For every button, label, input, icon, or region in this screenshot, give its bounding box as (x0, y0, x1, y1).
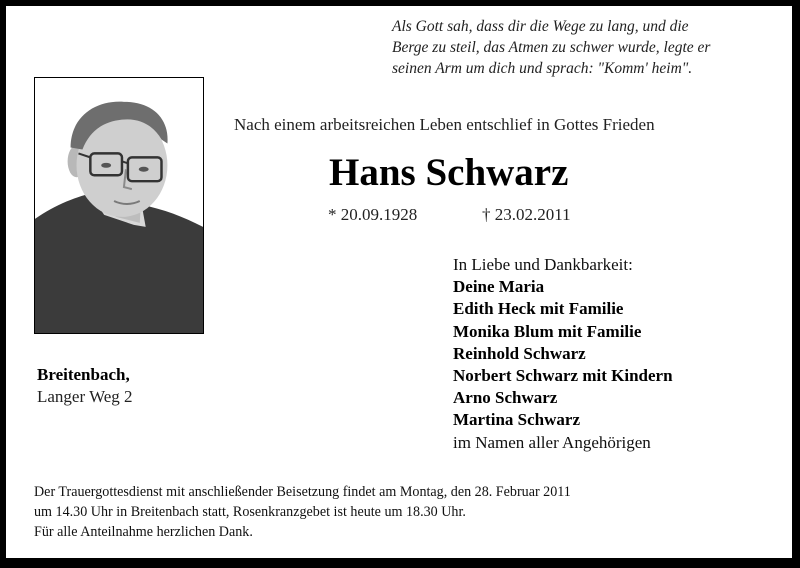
quote-line: Als Gott sah, dass dir die Wege zu lang, und die (392, 18, 689, 35)
footer-line: Der Trauergottesdienst mit anschließender Beisetzung findet am Montag, den 28. Februar 2011 (34, 484, 571, 500)
intro-text: Nach einem arbeitsreichen Leben entschlief in Gottes Frieden (234, 115, 655, 134)
deceased-name: Hans Schwarz (329, 151, 569, 194)
address-street: Langer Weg 2 (37, 387, 133, 406)
quote-line: Berge zu steil, das Atmen zu schwer wurde, legte er (392, 39, 711, 56)
family-address (37, 364, 237, 408)
mourner-name: Martina Schwarz (453, 410, 581, 430)
service-information (34, 482, 730, 542)
death-date: † 23.02.2011 (482, 205, 571, 224)
birth-date: * 20.09.1928 (328, 205, 418, 224)
quote-line: seinen Arm um dich und sprach: "Komm' heim". (392, 60, 693, 77)
mourner-name: Reinhold Schwarz (453, 343, 586, 363)
mourner-name: Norbert Schwarz mit Kindern (453, 366, 673, 386)
mourner-name: Deine Maria (453, 277, 545, 297)
footer-line: um 14.30 Uhr in Breitenbach statt, Rosenkranzgebet ist heute um 18.30 Uhr. (34, 504, 466, 520)
memorial-quote (392, 16, 792, 79)
portrait-image (35, 78, 203, 333)
mourner-name: Arno Schwarz (453, 388, 558, 408)
mourner-name: Monika Blum mit Familie (453, 321, 642, 341)
mourners-closing: im Namen aller Angehörigen (453, 432, 651, 452)
address-town: Breitenbach, (37, 365, 130, 384)
portrait-photo (34, 77, 204, 334)
mourners-list (453, 254, 783, 454)
footer-line: Für alle Anteilnahme herzlichen Dank. (34, 524, 253, 540)
mourner-name: Edith Heck mit Familie (453, 299, 624, 319)
mourners-heading: In Liebe und Dankbarkeit: (453, 255, 633, 274)
